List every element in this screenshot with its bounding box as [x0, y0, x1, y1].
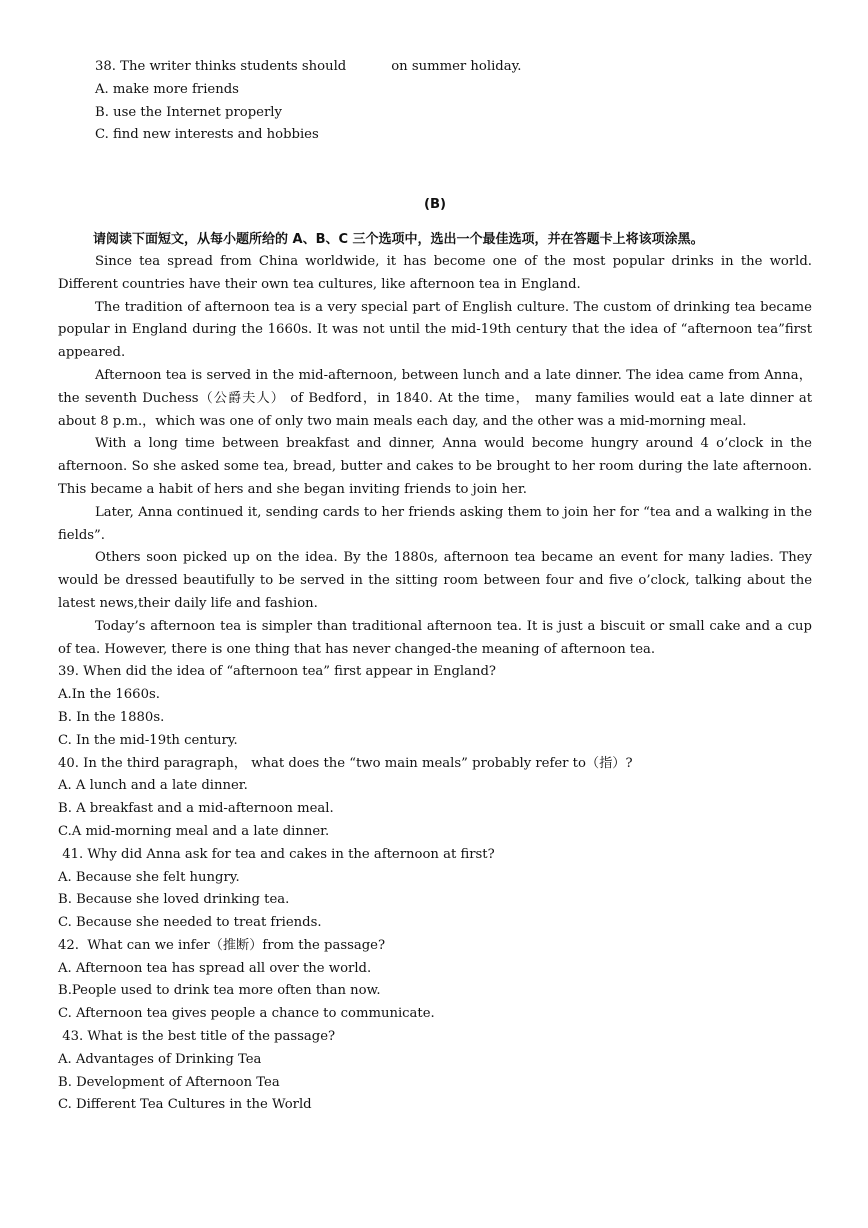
option-b: B. use the Internet properly — [95, 104, 282, 120]
option-b: B. A breakfast and a mid-afternoon meal. — [58, 801, 334, 817]
reading-passage — [58, 251, 812, 661]
option-c: C. Different Tea Cultures in the World — [58, 1097, 312, 1113]
option-c: C.A mid-morning meal and a late dinner. — [58, 823, 330, 839]
question-40 — [58, 753, 812, 844]
question-38 — [58, 56, 812, 147]
option-a: A. Because she felt hungry. — [58, 869, 240, 885]
option-a: A. Advantages of Drinking Tea — [58, 1051, 262, 1067]
option-c: C. Afternoon tea gives people a chance to communicate. — [58, 1006, 435, 1022]
passage-paragraph: Afternoon tea is served in the mid-afternoon, between lunch and a late dinner. The idea came from Anna，the seventh Duchess（公爵夫人） of Bedford，in 1840. At the time， many families would eat a late dinner at about 8 p.m.，which was one of only two main meals each day, and the other was a mid-morning meal. — [58, 367, 812, 429]
option-a: A.In the 1660s. — [58, 687, 160, 703]
option-a: A. Afternoon tea has spread all over the world. — [58, 960, 372, 976]
question-stem: 42. What can we infer（推断）from the passage? — [58, 937, 386, 953]
question-42 — [58, 935, 812, 1026]
passage-paragraph: Since tea spread from China worldwide, it has become one of the most popular drinks in the world. Different countries have their own tea cultures, like afternoon tea in England. — [58, 253, 812, 292]
question-stem: 43. What is the best title of the passage? — [58, 1029, 336, 1045]
option-b: B. Because she loved drinking tea. — [58, 892, 290, 908]
question-stem: 39. When did the idea of “afternoon tea” first appear in England? — [58, 664, 496, 680]
question-stem: 40. In the third paragraph， what does the “two main meals” probably refer to（指）? — [58, 755, 633, 771]
option-b: B. In the 1880s. — [58, 709, 165, 725]
passage-paragraph: Later, Anna continued it, sending cards to her friends asking them to join her for “tea and a walking in the fields”. — [58, 504, 812, 543]
passage-paragraph: The tradition of afternoon tea is a very special part of English culture. The custom of drinking tea became popular in England during the 1660s. It was not until the mid-19th century that the idea of “afternoon tea”first appeared. — [58, 299, 812, 361]
question-39 — [58, 661, 812, 752]
option-a: A. make more friends — [95, 81, 239, 97]
question-43 — [58, 1026, 812, 1117]
option-b: B.People used to drink tea more often than now. — [58, 983, 381, 999]
question-stem: 41. Why did Anna ask for tea and cakes in the afternoon at first? — [58, 846, 495, 862]
option-b: B. Development of Afternoon Tea — [58, 1074, 280, 1090]
exam-page — [58, 56, 812, 1117]
passage-paragraph: With a long time between breakfast and dinner, Anna would become hungry around 4 o’clock in the afternoon. So she asked some tea, bread, butter and cakes to be brought to her room during the late afternoon. This became a habit of hers and she began inviting friends to join her. — [58, 436, 812, 497]
section-title: (B) — [423, 197, 447, 213]
section-instruction: 请阅读下面短文，从每小题所给的 A、B、C 三个选项中，选出一个最佳选项，并在答题卡上将该项涂黑。 — [93, 231, 704, 247]
option-c: C. Because she needed to treat friends. — [58, 915, 322, 931]
question-stem-part: 38. The writer thinks students should — [95, 59, 347, 74]
option-c: C. In the mid-19th century. — [58, 732, 238, 748]
question-41 — [58, 844, 812, 935]
option-a: A. A lunch and a late dinner. — [58, 778, 248, 794]
option-c: C. find new interests and hobbies — [95, 127, 319, 143]
question-stem — [58, 56, 812, 79]
question-stem-part: on summer holiday. — [391, 59, 522, 74]
passage-paragraph: Others soon picked up on the idea. By the 1880s, afternoon tea became an event for many ladies. They would be dressed beautifully to be served in the sitting room between four and five o’clock, talking about the latest news,their daily life and fashion. — [58, 550, 812, 611]
passage-paragraph: Today’s afternoon tea is simpler than traditional afternoon tea. It is just a biscuit or small cake and a cup of tea. However, there is one thing that has never changed-the meaning of afternoon tea. — [58, 618, 812, 657]
